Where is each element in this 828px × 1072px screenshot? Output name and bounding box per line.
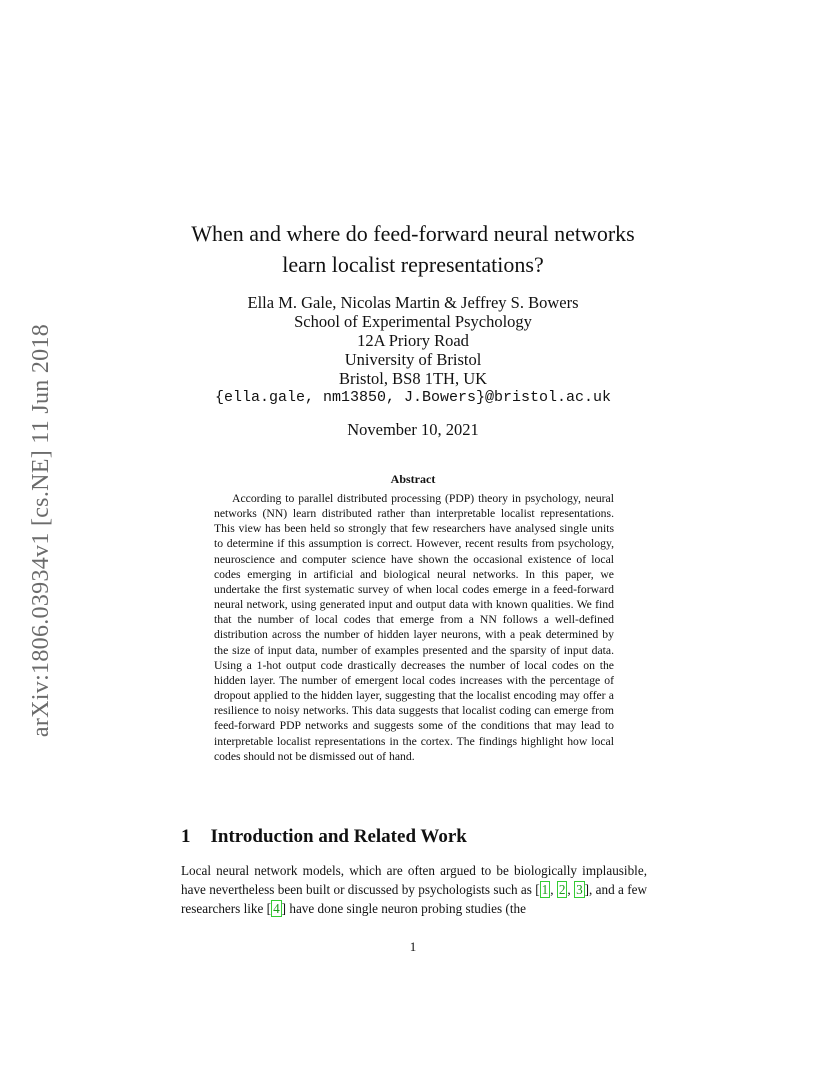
citation-link-4[interactable]: 4	[273, 901, 280, 916]
citation-separator: ,	[567, 882, 575, 897]
arxiv-identifier: arXiv:1806.03934v1 [cs.NE] 11 Jun 2018	[28, 323, 55, 737]
citation-separator: ,	[550, 882, 557, 897]
abstract-heading: Abstract	[390, 472, 436, 486]
arxiv-stamp	[23, 300, 61, 760]
section-number: 1	[181, 826, 191, 847]
title-line-1: When and where do feed-forward neural networks	[191, 221, 635, 246]
author-names: Ella M. Gale, Nicolas Martin & Jeffrey S. Bowers	[247, 293, 579, 312]
intro-paragraph	[181, 861, 647, 918]
intro-text-3: ] have done single neuron probing studies (the	[281, 901, 526, 916]
citation-link-1[interactable]: 1	[541, 882, 549, 897]
intro-text-1: Local neural network models, which are often argued to be biologically implausible, have nevertheless been built or discussed by psychologists such as [	[181, 863, 647, 897]
page-number: 1	[409, 939, 417, 954]
paper-title	[150, 218, 676, 280]
abstract-text: According to parallel distributed processing (PDP) theory in psychology, neural networks (NN) learn distributed rather than interpretable localist representations. This view has been held so strongly that few researchers have analysed single units to determine if this assumption is correct. However, recent results from psychology, neuroscience and computer science have shown the occasional existence of local codes emerging in artificial and biological neural networks. In this paper, we undertake the first systematic survey of when local codes emerge in a feed-forward neural network, using generated input and output data with known qualities. We find that the number of local codes that emerge from a NN follows a well-defined distribution across the number of hidden layer neurons, with a peak determined by the size of input data, number of examples presented and the sparsity of input data. Using a 1-hot output code drastically decreases the number of local codes on the hidden layer. The number of emergent local codes increases with the percentage of dropout applied to the hidden layer, suggesting that the localist encoding may offer a resilience to noisy networks. This data suggests that localist coding can emerge from feed-forward PDP networks and suggests some of the conditions that may lead to interpretable localist representations in the cortex. The findings highlight how local codes should not be dismissed out of hand.	[214, 492, 614, 763]
section-heading	[181, 826, 467, 848]
intro-text-2: ], and a few researchers like [	[181, 882, 648, 916]
author-emails: {ella.gale, nm13850, J.Bowers}@bristol.ac.uk	[214, 389, 612, 406]
paper-date: November 10, 2021	[347, 420, 479, 439]
citation-link-3[interactable]: 3	[576, 882, 583, 897]
author-department: School of Experimental Psychology	[294, 312, 532, 331]
author-street: 12A Priory Road	[357, 331, 469, 350]
section-title-text: Introduction and Related Work	[210, 826, 467, 847]
author-block	[150, 293, 676, 407]
citation-link-2[interactable]: 2	[558, 882, 566, 897]
author-city: Bristol, BS8 1TH, UK	[338, 369, 488, 388]
title-line-2: learn localist representations?	[282, 252, 544, 277]
author-university: University of Bristol	[344, 350, 482, 369]
